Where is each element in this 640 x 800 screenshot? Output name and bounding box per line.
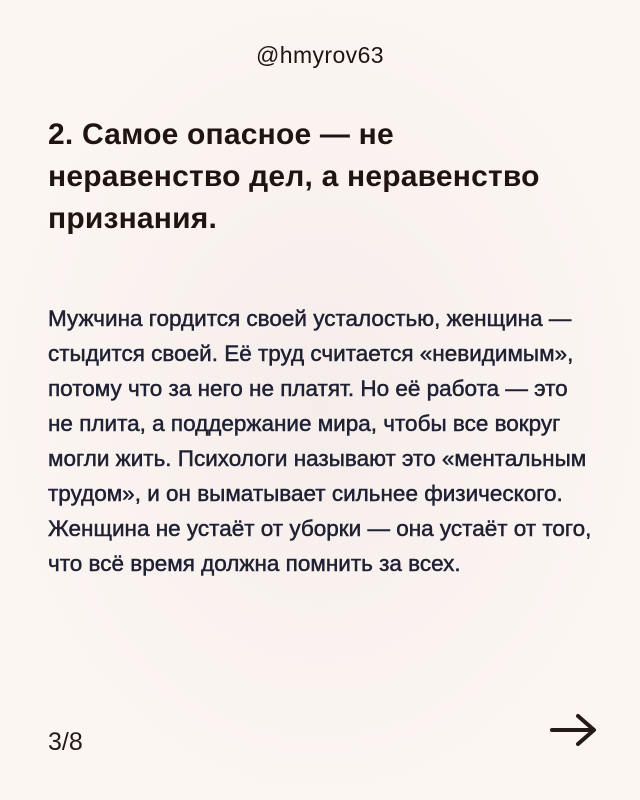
account-handle: @hmyrov63: [256, 42, 384, 68]
slide-body-text: Мужчина гордится своей усталостью, женщина — стыдится своей. Её труд считается «невидимым», потому что за него не платят. Но её работа — это не плита, а поддержание мира, чтобы все вокруг могли жить. Психологи называют это «ментальным трудом», и он выматывает сильнее физического. Женщина не устаёт от уборки — она устаёт от того, что всё время должна помнить за всех.: [48, 306, 592, 576]
slide-footer: [48, 700, 598, 756]
next-arrow-icon[interactable]: [548, 710, 598, 750]
page-indicator: 3/8: [48, 728, 83, 756]
slide-heading: 2. Самое опасное — не неравенство дел, а неравенство признания.: [48, 118, 540, 235]
